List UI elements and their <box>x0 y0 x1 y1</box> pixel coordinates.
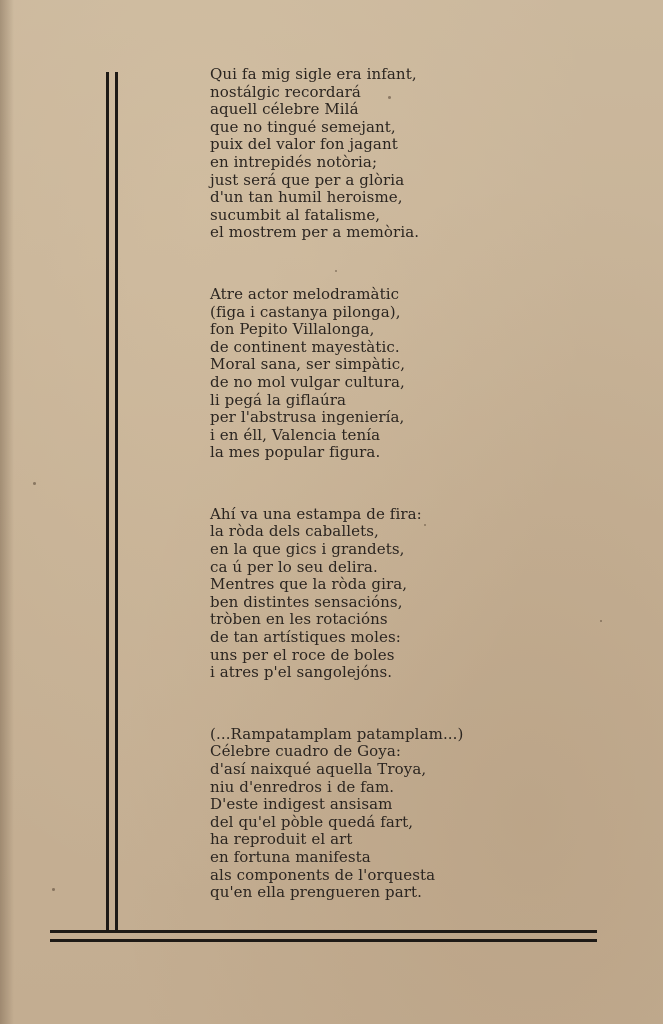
stanza-3 <box>210 506 630 682</box>
horizontal-rule-bottom <box>50 939 597 942</box>
verse-line: ha reproduit el art <box>210 830 353 849</box>
verse-line: de no mol vulgar cultura, <box>210 372 405 391</box>
verse-line: ca ú per lo seu delira. <box>210 557 378 576</box>
verse-line: que no tingué semejant, <box>210 117 396 136</box>
page-edge-shadow <box>0 0 14 1024</box>
poem-text <box>210 66 630 902</box>
verse-line: ben distintes sensacións, <box>210 592 403 611</box>
verse-line: en fortuna manifesta <box>210 847 371 866</box>
verse-line: just será que per a glòria <box>210 170 405 189</box>
vertical-rule-right <box>115 72 118 932</box>
vertical-rule-left <box>106 72 109 932</box>
verse-line: d'un tan humil heroisme, <box>210 188 403 207</box>
verse-line: Mentres que la ròda gira, <box>210 575 408 594</box>
verse-line: la mes popular figura. <box>210 443 381 462</box>
paper-speck <box>600 620 602 622</box>
verse-line: del qu'el pòble quedá fart, <box>210 812 414 831</box>
verse-line: en intrepidés notòria; <box>210 152 378 171</box>
verse-line: (figa i castanya pilonga), <box>210 302 401 321</box>
verse-line: niu d'enredros i de fam. <box>210 777 395 796</box>
paper-speck <box>424 524 426 526</box>
verse-line: nostálgic recordará <box>210 82 361 101</box>
verse-line: uns per el roce de boles <box>210 645 395 664</box>
verse-line: el mostrem per a memòria. <box>210 223 420 242</box>
verse-line: i atres p'el sangolejóns. <box>210 663 393 682</box>
verse-line: Célebre cuadro de Goya: <box>210 742 402 761</box>
verse-line: fon Pepito Villalonga, <box>210 320 375 339</box>
horizontal-rule-top <box>50 930 597 933</box>
stanza-4 <box>210 726 630 902</box>
paper-speck <box>33 482 36 485</box>
stanza-1 <box>210 66 630 242</box>
verse-line: la ròda dels caballets, <box>210 522 379 541</box>
paper-speck <box>335 270 337 272</box>
paper-speck <box>52 888 55 891</box>
verse-line: li pegá la giflaúra <box>210 390 347 409</box>
verse-line: qu'en ella prengueren part. <box>210 883 423 902</box>
verse-line: en la que gics i grandets, <box>210 540 405 559</box>
verse-line: de tan artístiques moles: <box>210 628 401 647</box>
verse-line: aquell célebre Milá <box>210 100 359 119</box>
verse-line: d'así naixqué aquella Troya, <box>210 760 427 778</box>
verse-line: (...Rampatamplam patamplam...) <box>210 724 464 743</box>
verse-line: Ahí va una estampa de fira: <box>210 504 422 523</box>
verse-line: Moral sana, ser simpàtic, <box>210 355 406 374</box>
verse-line: Qui fa mig sigle era infant, <box>210 65 417 83</box>
stanza-2 <box>210 286 630 462</box>
verse-line: per l'abstrusa ingeniería, <box>210 408 405 427</box>
verse-line: de continent mayestàtic. <box>210 337 400 356</box>
verse-line: i en éll, Valencia tenía <box>210 425 381 444</box>
verse-line: tròben en les rotacións <box>210 610 388 629</box>
verse-line: puix del valor fon jagant <box>210 135 398 154</box>
paper-speck <box>388 96 391 99</box>
verse-line: Atre actor melodramàtic <box>210 284 400 303</box>
verse-line: als components de l'orquesta <box>210 865 436 884</box>
verse-line: D'este indigest ansisam <box>210 795 393 814</box>
verse-line: sucumbit al fatalisme, <box>210 205 381 224</box>
